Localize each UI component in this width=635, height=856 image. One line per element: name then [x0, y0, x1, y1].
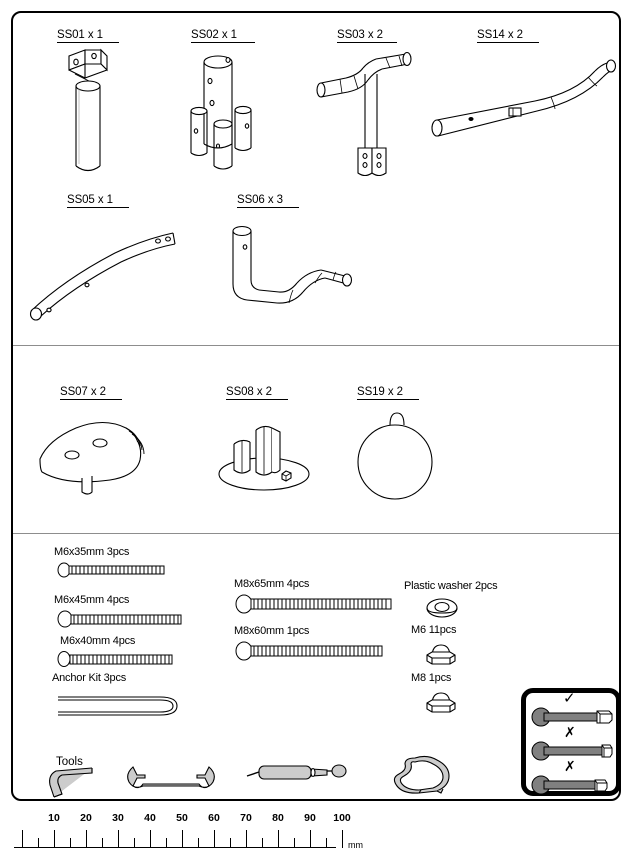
check-icon: ✓: [563, 690, 576, 707]
ruler-label-50: 50: [176, 812, 188, 824]
ruler-tick-major: [278, 830, 279, 848]
ruler-label-10: 10: [48, 812, 60, 824]
tool-icon-strap-wrench: [385, 752, 465, 797]
part-art-ss03: [310, 50, 430, 175]
ruler-label-90: 90: [304, 812, 316, 824]
hardware-art-anchor-kit: [56, 690, 186, 722]
section-divider-1: [13, 345, 619, 346]
hardware-art-m6-dome-nut: [423, 641, 459, 667]
ruler-tick-major: [118, 830, 119, 848]
ruler-tick-major: [22, 830, 23, 848]
part-label-ss06: SS06 x 3: [237, 194, 299, 208]
part-label-ss05: SS05 x 1: [67, 194, 129, 208]
ruler-label-80: 80: [272, 812, 284, 824]
hardware-art-m6x35-bolt: [56, 562, 196, 578]
tool-icon-wrench: [125, 762, 217, 794]
ruler-label-70: 70: [240, 812, 252, 824]
hardware-art-plastic-washer: [424, 596, 460, 620]
part-label-ss07: SS07 x 2: [60, 386, 122, 400]
part-label-ss08: SS08 x 2: [226, 386, 288, 400]
tools-label: Tools: [56, 756, 83, 768]
part-art-ss08: [212, 412, 317, 497]
ruler-label-30: 30: [112, 812, 124, 824]
hardware-art-m8x65-bolt: [234, 594, 399, 614]
hardware-label-m6x45: M6x45mm 4pcs: [54, 594, 130, 606]
thread-engagement-box: [521, 688, 621, 796]
tool-icon-hex-key: [42, 755, 102, 800]
hardware-label-m8x65: M8x65mm 4pcs: [234, 578, 310, 590]
hardware-label-m6-nut: M6 11pcs: [411, 624, 457, 636]
hardware-art-m6x40-bolt: [56, 651, 201, 668]
ruler-label-40: 40: [144, 812, 156, 824]
part-label-ss19: SS19 x 2: [357, 386, 419, 400]
hardware-label-m8-nut: M8 1pcs: [411, 672, 452, 684]
thread-row-wrong-1: [531, 724, 615, 761]
hardware-label-m8x60: M8x60mm 1pcs: [234, 625, 310, 637]
ruler-label-20: 20: [80, 812, 92, 824]
ruler-tick-major: [310, 830, 311, 848]
part-art-ss06: [225, 222, 360, 317]
mm-ruler: [14, 812, 374, 856]
hardware-art-m6x45-bolt: [56, 610, 206, 628]
hardware-label-m6x40: M6x40mm 4pcs: [60, 635, 136, 647]
section-divider-2: [13, 533, 619, 534]
ruler-label-60: 60: [208, 812, 220, 824]
part-art-ss07: [30, 412, 155, 497]
tool-icon-screwdriver: [245, 760, 350, 786]
hardware-label-m6x35: M6x35mm 3pcs: [54, 546, 130, 558]
ruler-unit-label: mm: [348, 840, 363, 850]
thread-row-correct: [531, 690, 615, 727]
ruler-baseline: [14, 847, 336, 848]
ruler-label-100: 100: [333, 812, 351, 824]
part-label-ss01: SS01 x 1: [57, 29, 119, 43]
ruler-tick-major: [150, 830, 151, 848]
part-label-ss02: SS02 x 1: [191, 29, 255, 43]
cross-icon: ✗: [564, 724, 576, 740]
part-art-ss01: [55, 48, 135, 183]
ruler-tick-major: [214, 830, 215, 848]
ruler-tick-major: [246, 830, 247, 848]
part-label-ss03: SS03 x 2: [337, 29, 397, 43]
hardware-art-m8-dome-nut: [423, 689, 459, 715]
hardware-label-anchor-kit: Anchor Kit 3pcs: [52, 672, 127, 684]
hardware-label-plastic-washer: Plastic washer 2pcs: [404, 580, 498, 592]
part-label-ss14: SS14 x 2: [477, 29, 539, 43]
hardware-art-m8x60-bolt: [234, 641, 394, 661]
cross-icon: ✗: [564, 758, 576, 774]
part-art-ss19: [345, 405, 445, 505]
ruler-tick-major: [54, 830, 55, 848]
part-art-ss02: [185, 48, 275, 178]
ruler-tick-major: [86, 830, 87, 848]
ruler-tick-major: [182, 830, 183, 848]
part-art-ss05: [25, 215, 185, 320]
ruler-tick-major: [342, 830, 343, 848]
part-art-ss14: [425, 55, 620, 145]
thread-row-wrong-2: [531, 758, 615, 795]
